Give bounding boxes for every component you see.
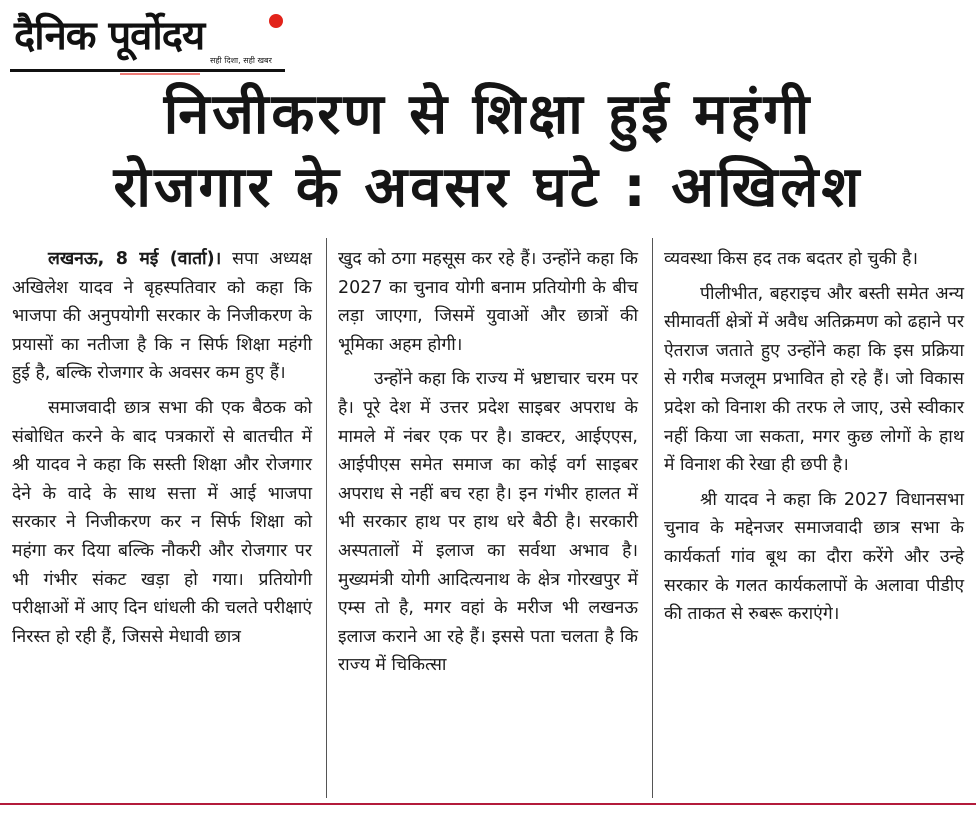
headline [0,80,976,226]
column-divider [652,238,653,798]
article-column-2 [338,245,638,680]
article-paragraph: खुद को ठगा महसूस कर रहे हैं। उन्होंने कहा कि 2027 का चुनाव योगी बनाम प्रतियोगी के बीच लड़ा जाएगा, जिसमें युवाओं और छात्रों की भूमिका अहम होगी। [338,249,638,355]
newspaper-logo: दैनिक पूर्वोदय [14,13,205,59]
column-divider [326,238,327,798]
article-column-3 [664,245,964,629]
logo-dot-icon [269,14,283,28]
masthead-accent-line [120,73,200,75]
article-column-1 [12,245,312,651]
page-bottom-rule [0,803,976,805]
article-paragraph [12,245,312,388]
article-paragraph: समाजवादी छात्र सभा की एक बैठक को संबोधित करने के बाद पत्रकारों से बातचीत में श्री यादव ने कहा कि सस्ती शिक्षा और रोजगार देने के वादे के साथ सत्ता में आई भाजपा सरकार ने निजीकरण कर न सिर्फ शिक्षा को महंगा कर दिया बल्कि नौकरी और रोजगार पर भी गंभीर संकट खड़ा हो गया। प्रतियोगी परीक्षाओं में आए दिन धांधली की चलते परीक्षाएं निरस्त हो रही हैं, जिससे मेधावी छात्र [12,397,312,647]
masthead [10,6,285,72]
headline-line-1: निजीकरण से शिक्षा हुई महंगी [163,82,813,147]
article-paragraph: व्यवस्था किस हद तक बदतर हो चुकी है। [664,249,919,269]
article-paragraph: उन्होंने कहा कि राज्य में भ्रष्टाचार चरम पर है। पूरे देश में उत्तर प्रदेश साइबर अपराध के मामले में नंबर एक पर है। डाक्टर, आईएएस, आईपीएस समेत समाज का कोई वर्ग साइबर अपराध से नहीं बच रहा है। इन गंभीर हालत में भी सरकार हाथ पर हाथ धरे बैठी है। सरकारी अस्पतालों में इलाज का सर्वथा अभाव है। मुख्यमंत्री योगी आदित्यनाथ के क्षेत्र गोरखपुर में एम्स तो है, मगर वहां के मरीज भी लखनऊ इलाज कराने आ रहे हैं। इससे पता चलता है कि राज्य में चिकित्सा [338,369,638,676]
article-paragraph: श्री यादव ने कहा कि 2027 विधानसभा चुनाव के मद्देनजर समाजवादी छात्र सभा के कार्यकर्ता गांव बूथ का दौरा करेंगे और उन्हे सरकार के गलत कार्यकलापों के अलावा पीडीए की ताकत से रुबरू कराएंगे। [664,489,964,625]
newspaper-tagline: सही दिशा, सही खबर [210,56,272,65]
article-paragraph: पीलीभीत, बहराइच और बस्ती समेत अन्य सीमावर्ती क्षेत्रों में अवैध अतिक्रमण को ढहाने पर ऐतराज जताते हुए उन्होंने कहा कि इस प्रक्रिया से गरीब मजलूम प्रभावित हो रहे हैं। जो विकास प्रदेश को विनाश की तरफ ले जाए, उसे स्वीकार नहीं किया जा सकता, मगर कुछ लोगों के हाथ में विनाश की रेखा ही छपी है। [664,283,964,476]
paragraph-text: सपा अध्यक्ष अखिलेश यादव ने बृहस्पतिवार को कहा कि भाजपा की अनुपयोगी सरकार के निजीकरण के प्रयासों का नतीजा है कि न सिर्फ शिक्षा महंगी हुई है, बल्कि रोजगार के अवसर कम हुए हैं। [12,249,312,384]
headline-line-2: रोजगार के अवसर घटे : अखिलेश [113,155,863,220]
dateline: लखनऊ, 8 मई (वार्ता)। [48,249,222,269]
masthead-divider [10,69,285,72]
